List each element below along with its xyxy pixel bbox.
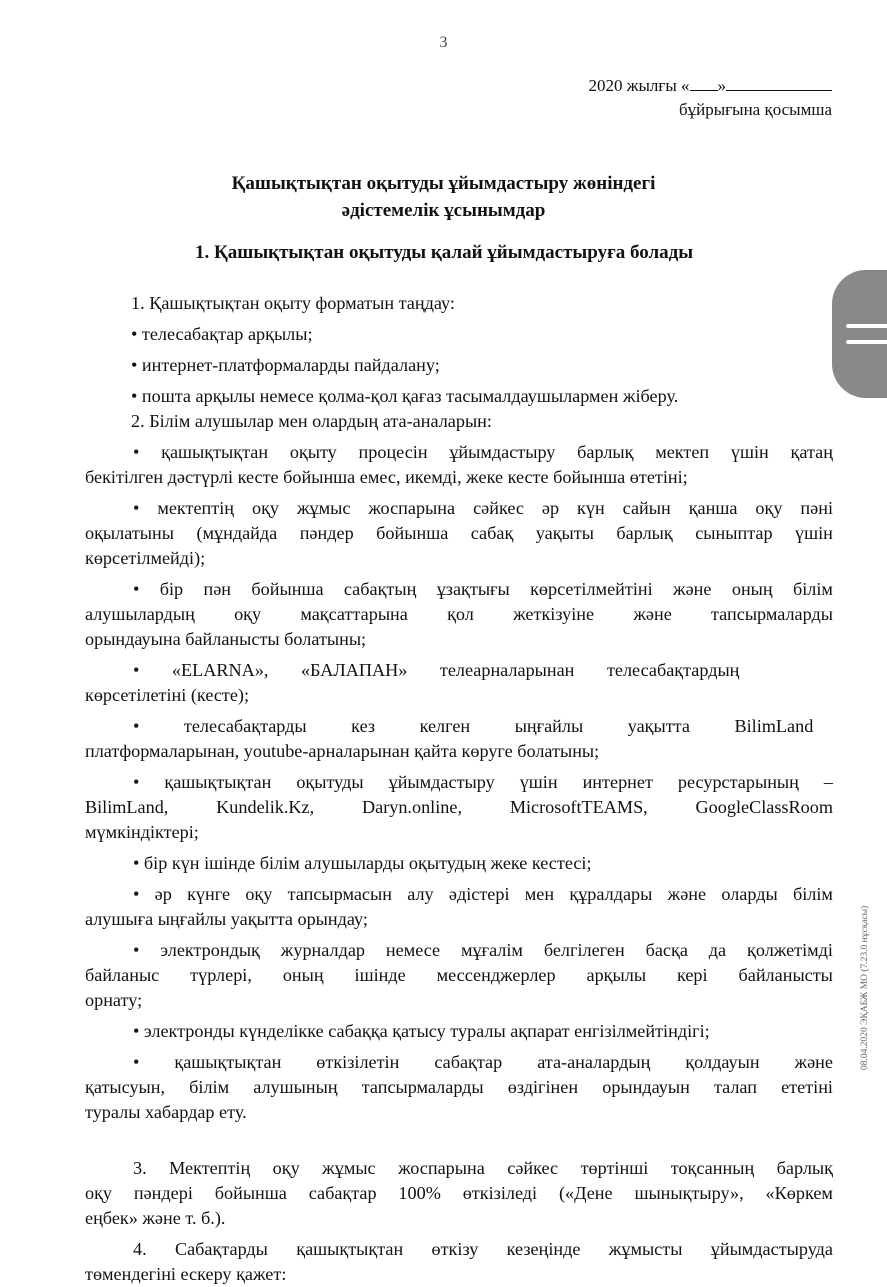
bullet-8-line-2: алушыға ыңғайлы уақытта орындау;	[85, 909, 368, 929]
appendix-line-1	[588, 74, 832, 98]
paragraph-3-line-1: 3. Мектептің оқу жұмыс жоспарына сәйкес төртінші тоқсанның барлық	[133, 1158, 833, 1178]
item-1-bullet-1: • телесабақтар арқылы;	[131, 324, 313, 344]
bullet-1-line-2: бекітілген дәстүрлі кесте бойынша емес, икемді, жеке кесте бойынша өтетіні;	[85, 467, 688, 487]
document-body	[85, 291, 833, 1287]
paragraph-3-line-3: еңбек» және т. б.).	[85, 1208, 226, 1228]
bullet-11-line-1: • қашықтықтан өткізілетін сабақтар ата-аналардың қолдауын және	[133, 1052, 833, 1072]
bullet-6-line-2: BilimLand, Kundelik.Kz, Daryn.online, MicrosoftTEAMS, GoogleClassRoom	[85, 797, 833, 817]
paragraph-4-line-1: 4. Сабақтарды қашықтықтан өткізу кезеңінде жұмысты ұйымдастыруда	[133, 1239, 833, 1259]
scroll-handle[interactable]	[832, 270, 887, 398]
bullet-9-line-1: • электрондық журналдар немесе мұғалім белгілеген басқа да қолжетімді	[133, 940, 833, 960]
day-blank	[690, 74, 718, 91]
title-line-1: Қашықтықтан оқытуды ұйымдастыру жөніндегі	[231, 173, 656, 194]
side-stamp: 08.04.2020 ЭҚАБЖ МО (7.23.0 нұсқасы)	[860, 905, 870, 1070]
document-title	[0, 170, 887, 224]
bullet-9-line-3: орнату;	[85, 990, 143, 1010]
paragraph-4-line-2: төмендегіні ескеру қажет:	[85, 1264, 287, 1284]
bullet-6-line-3: мүмкіндіктері;	[85, 822, 199, 842]
bullet-2-line-2: оқылатыны (мұндайда пәндер бойынша сабақ уақыты барлық сыныптар үшін	[85, 523, 833, 543]
item-1-bullet-3: • пошта арқылы немесе қолма-қол қағаз тасымалдаушылармен жіберу.	[131, 386, 679, 406]
item-1-bullet-2: • интернет-платформаларды пайдалану;	[131, 355, 440, 375]
title-line-2: әдістемелік ұсынымдар	[341, 200, 546, 221]
bullet-7-line-1: • бір күн ішінде білім алушыларды оқытудың жеке кестесі;	[133, 853, 592, 873]
bullet-3-line-1: • бір пән бойынша сабақтың ұзақтығы көрсетілмейтіні және оның білім	[133, 579, 833, 599]
bullet-5-line-1: • телесабақтарды кез келген ыңғайлы уақытта BilimLand	[133, 716, 814, 736]
handle-grip-line-icon	[846, 324, 887, 328]
bullet-5-line-2: платформаларынан, youtube-арналарынан қайта көруге болатыны;	[85, 741, 600, 761]
appendix-date-mid: »	[717, 76, 726, 95]
bullet-9-line-2: байланыс түрлері, оның ішінде мессенджерлер арқылы кері байланысты	[85, 965, 833, 985]
bullet-2-line-3: көрсетілмейді);	[85, 548, 206, 568]
bullet-2-line-1: • мектептің оқу жұмыс жоспарына сәйкес әр күн сайын қанша оқу пәні	[133, 498, 833, 518]
month-blank	[726, 74, 832, 91]
bullet-6-line-1: • қашықтықтан оқытуды ұйымдастыру үшін интернет ресурстарының –	[133, 772, 833, 792]
bullet-3-line-2: алушылардың оқу мақсаттарына қол жеткізуіне және тапсырмаларды	[85, 604, 833, 624]
bullet-11-line-2: қатысуын, білім алушының тапсырмаларды өздігінен орындауын талап ететіні	[85, 1077, 833, 1097]
bullet-11-line-3: туралы хабардар ету.	[85, 1102, 247, 1122]
bullet-1-line-1: • қашықтықтан оқыту процесін ұйымдастыру барлық мектеп үшін қатаң	[133, 442, 833, 462]
appendix-date-prefix: 2020 жылғы «	[588, 76, 690, 95]
handle-grip-line-icon	[846, 340, 887, 344]
bullet-10-line-1: • электронды күнделікке сабаққа қатысу туралы ақпарат енгізілмейтіндігі;	[133, 1021, 710, 1041]
appendix-note	[588, 74, 832, 122]
bullet-3-line-3: орындауына байланысты болатыны;	[85, 629, 367, 649]
section-heading: 1. Қашықтықтан оқытуды қалай ұйымдастыруға болады	[195, 242, 694, 263]
paragraph-3-line-2: оқу пәндері бойынша сабақтар 100% өткізіледі («Дене шынықтыру», «Көркем	[85, 1183, 833, 1203]
page-number: 3	[439, 34, 448, 51]
appendix-line-2: бұйрығына қосымша	[679, 100, 832, 119]
bullet-8-line-1: • әр күнге оқу тапсырмасын алу әдістері мен құралдары және оларды білім	[133, 884, 833, 904]
item-2-heading: 2. Білім алушылар мен олардың ата-аналарын:	[131, 411, 492, 431]
bullet-4-line-1: • «ELARNA», «БАЛАПАН» телеарналарынан телесабақтардың	[133, 660, 740, 680]
bullet-4-line-2: көрсетілетіні (кесте);	[85, 685, 250, 705]
item-1-heading: 1. Қашықтықтан оқыту форматын таңдау:	[131, 293, 455, 313]
